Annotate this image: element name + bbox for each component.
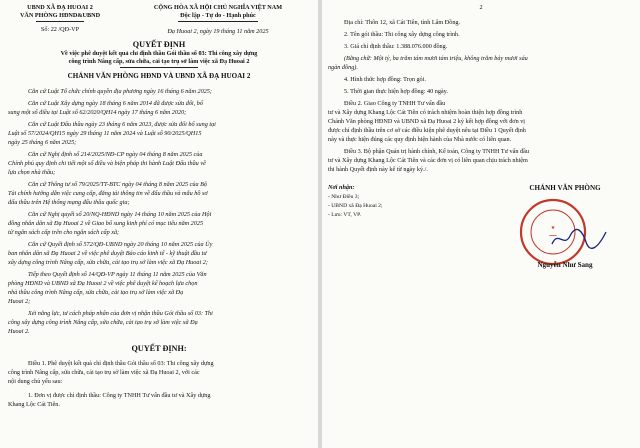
body-line: Điều 3. Bộ phận Quản trị hành chính, Kế toán, Công ty TNHH Tư vấn đầu bbox=[344, 148, 529, 155]
article-line: nội dung chủ yếu sau: bbox=[8, 378, 63, 385]
ground-line: công xây dựng công trình Nâng cấp, sửa chữa, cải tạo trụ sở làm việc xã Đạ bbox=[8, 319, 198, 326]
signer-title: CHÁNH VĂN PHÒNG bbox=[529, 184, 601, 192]
body-line: ngàn đồng). bbox=[328, 64, 358, 71]
ground-line: Căn cứ Quyết định số 572/QĐ-UBND ngày 20 tháng 10 năm 2025 của Ủy bbox=[28, 241, 213, 248]
body-line: tư và Xây dựng Khang Lộc Cát Tiên và các đơn vị có liên quan chịu trách nhiệm bbox=[328, 157, 528, 164]
ground-line: Căn cứ Nghị quyết số 20/NQ-HĐND ngày 14 tháng 10 năm 2025 của Hội bbox=[28, 211, 212, 218]
subject-line-2: công trình Nâng cấp, sửa chữa, cải tạo trụ sở làm việc xã Đạ Huoai 2 bbox=[68, 58, 250, 65]
ground-line: đồng nhân dân xã Đạ Huoai 2 về Giao bổ sung kinh phí có mục tiêu năm 2025 bbox=[8, 220, 204, 227]
body-line: Điều 2. Giao Công ty TNHH Tư vấn đầu bbox=[344, 100, 446, 107]
subject-underline bbox=[120, 67, 198, 68]
recipient-item: - Như Điều 3; bbox=[328, 194, 360, 200]
svg-text:━━━: ━━━ bbox=[549, 233, 557, 238]
article-line: Điều 1. Phê duyệt kết quả chỉ định thầu Gói thầu số 03: Thi công xây dựng bbox=[28, 360, 214, 367]
recipients-title: Nơi nhận: bbox=[328, 184, 355, 191]
recipient-item: - UBND xã Đạ Huoai 2; bbox=[328, 203, 383, 209]
body-line: 3. Giá chỉ định thầu: 1.388.076.000 đồng. bbox=[344, 43, 448, 50]
ground-line: Huoai 2; bbox=[8, 298, 31, 305]
document-page-1 bbox=[0, 0, 318, 448]
body-line: Chánh Văn phòng HĐND và UBND xã Đạ Huoai 2 ký kết hợp đồng với đơn vị bbox=[328, 118, 526, 125]
page-number: 2 bbox=[479, 4, 483, 11]
ground-line: đấu thầu trên Hệ thống mạng đấu thầu quốc gia; bbox=[8, 199, 130, 206]
body-line: này và thực hiện đúng các quy định hiện hành của Nhà nước có liên quan. bbox=[328, 136, 512, 143]
ground-line: Căn cứ Thông tư số 79/2025/TT-BTC ngày 04 tháng 8 năm 2025 của Bộ bbox=[28, 181, 208, 188]
national-title: CỘNG HÒA XÃ HỘI CHỦ NGHĨA VIỆT NAM bbox=[153, 4, 283, 11]
ground-line: lựa chọn nhà thầu; bbox=[8, 169, 56, 176]
article-line: Khang Lộc Cát Tiên. bbox=[8, 401, 60, 408]
issuer-title: CHÁNH VĂN PHÒNG HĐND VÀ UBND XÃ ĐẠ HUOAI 2 bbox=[67, 72, 251, 80]
ground-line: Tiếp theo Quyết định số 14/QĐ-VP ngày 11 tháng 11 năm 2025 của Văn bbox=[28, 271, 207, 278]
ground-line: Huoai 2. bbox=[8, 328, 30, 335]
body-line: tư và Xây dựng Khang Lộc Cát Tiên có trách nhiệm hoàn thiện hợp đồng trình bbox=[328, 109, 523, 116]
body-line: được chỉ định thầu trên cơ sở các điều kiện phê duyệt nêu tại Điều 1 Quyết định bbox=[328, 127, 526, 134]
ground-line: nhà thầu công trình Nâng cấp, sửa chữa, cải tạo trụ sở làm việc xã Đạ bbox=[8, 289, 184, 296]
motto-underline bbox=[178, 21, 258, 22]
ground-line: phòng HĐND và UBND xã Đạ Huoai 2 về việc phê duyệt kế hoạch lựa chọn bbox=[8, 280, 198, 287]
body-line: 5. Thời gian thực hiện hợp đồng: 40 ngày. bbox=[344, 88, 448, 95]
ground-line: Chính phủ quy định chi tiết một số điều và biện pháp thi hành Luật Đấu thầu về bbox=[8, 160, 206, 167]
body-line: 2. Tên gói thầu: Thi công xây dựng công trình. bbox=[344, 31, 460, 38]
document-number: Số: 22 /QĐ-VP bbox=[40, 26, 80, 33]
body-line: thi hành Quyết định này kể từ ngày ký./. bbox=[328, 166, 428, 173]
recipient-item: - Lưu: VT, VP. bbox=[328, 212, 362, 218]
ground-line: Căn cứ Luật Đấu thầu ngày 23 tháng 6 năm 2023, được sửa đổi bổ sung tại bbox=[28, 121, 216, 128]
decision-title: QUYẾT ĐỊNH bbox=[132, 40, 186, 49]
article-line: 1. Đơn vị được chỉ định thầu: Công ty TNHH Tư vấn đầu tư và Xây dựng bbox=[28, 392, 211, 399]
svg-text:★: ★ bbox=[550, 225, 556, 231]
org-underline bbox=[36, 21, 84, 22]
ground-line: Căn cứ Luật Tổ chức chính quyền địa phương ngày 16 tháng 6 năm 2025; bbox=[28, 88, 212, 95]
ground-line: Tài chính hướng dẫn việc cung cấp, đăng tải thông tin về đấu thầu và mẫu hồ sơ bbox=[8, 190, 208, 197]
document-date: Đạ Huoai 2, ngày 19 tháng 11 năm 2025 bbox=[167, 28, 269, 35]
ground-line: sung một số điều tại Luật số 62/2020/QH14 ngày 17 tháng 6 năm 2020; bbox=[8, 109, 187, 116]
signer-name: Nguyễn Như Sang bbox=[537, 261, 593, 269]
ground-line: Căn cứ Nghị định số 214/2025/NĐ-CP ngày 04 tháng 8 năm 2025 của bbox=[28, 151, 203, 158]
subject-line-1: Về việc phê duyệt kết quả chỉ định thầu Gói thầu số 03: Thi công xây dựng bbox=[60, 50, 258, 57]
org-line-1: UBND XÃ ĐẠ HUOAI 2 bbox=[27, 4, 93, 11]
ground-line: Luật số 57/2024/QH15 ngày 29 tháng 11 năm 2024 và Luật số 90/2025/QH15 bbox=[8, 130, 202, 137]
ground-line: ngày 25 tháng 6 năm 2025; bbox=[8, 139, 77, 146]
article-line: công trình Nâng cấp, sửa chữa, cải tạo trụ sở làm việc xã Đạ Huoai 2, với các bbox=[8, 369, 200, 376]
body-line: 4. Hình thức hợp đồng: Trọn gói. bbox=[344, 76, 426, 83]
decides-heading: QUYẾT ĐỊNH: bbox=[131, 344, 187, 353]
ground-line: Xét năng lực, tư cách pháp nhân của đơn vị nhận thầu Gói thầu số 03: Thi bbox=[28, 310, 213, 317]
ground-line: xây dựng công trình Nâng cấp, sửa chữa, cải tạo trụ sở làm việc xã Đạ Huoai 2; bbox=[8, 259, 208, 266]
body-line: Địa chỉ: Thôn 12, xã Cát Tiên, tỉnh Lâm Đồng. bbox=[344, 19, 461, 26]
document-page-2 bbox=[322, 0, 640, 448]
org-line-2: VĂN PHÒNG HĐND&UBND bbox=[19, 12, 101, 19]
ground-line: Căn cứ Luật Xây dựng ngày 18 tháng 6 năm 2014 đã được sửa đổi, bổ bbox=[28, 100, 203, 107]
ground-line: ban nhân dân xã Đạ Huoai 2 về việc phê duyệt Báo cáo kinh tế - kỹ thuật đầu tư bbox=[8, 250, 207, 257]
body-line: (Bằng chữ: Một tỷ, ba trăm tám mươi tám triệu, không trăm bảy mươi sáu bbox=[344, 55, 528, 62]
ground-line: từ ngân sách cấp trên cho ngân sách cấp xã; bbox=[8, 229, 120, 236]
signature bbox=[548, 226, 610, 252]
national-motto: Độc lập - Tự do - Hạnh phúc bbox=[180, 12, 256, 19]
